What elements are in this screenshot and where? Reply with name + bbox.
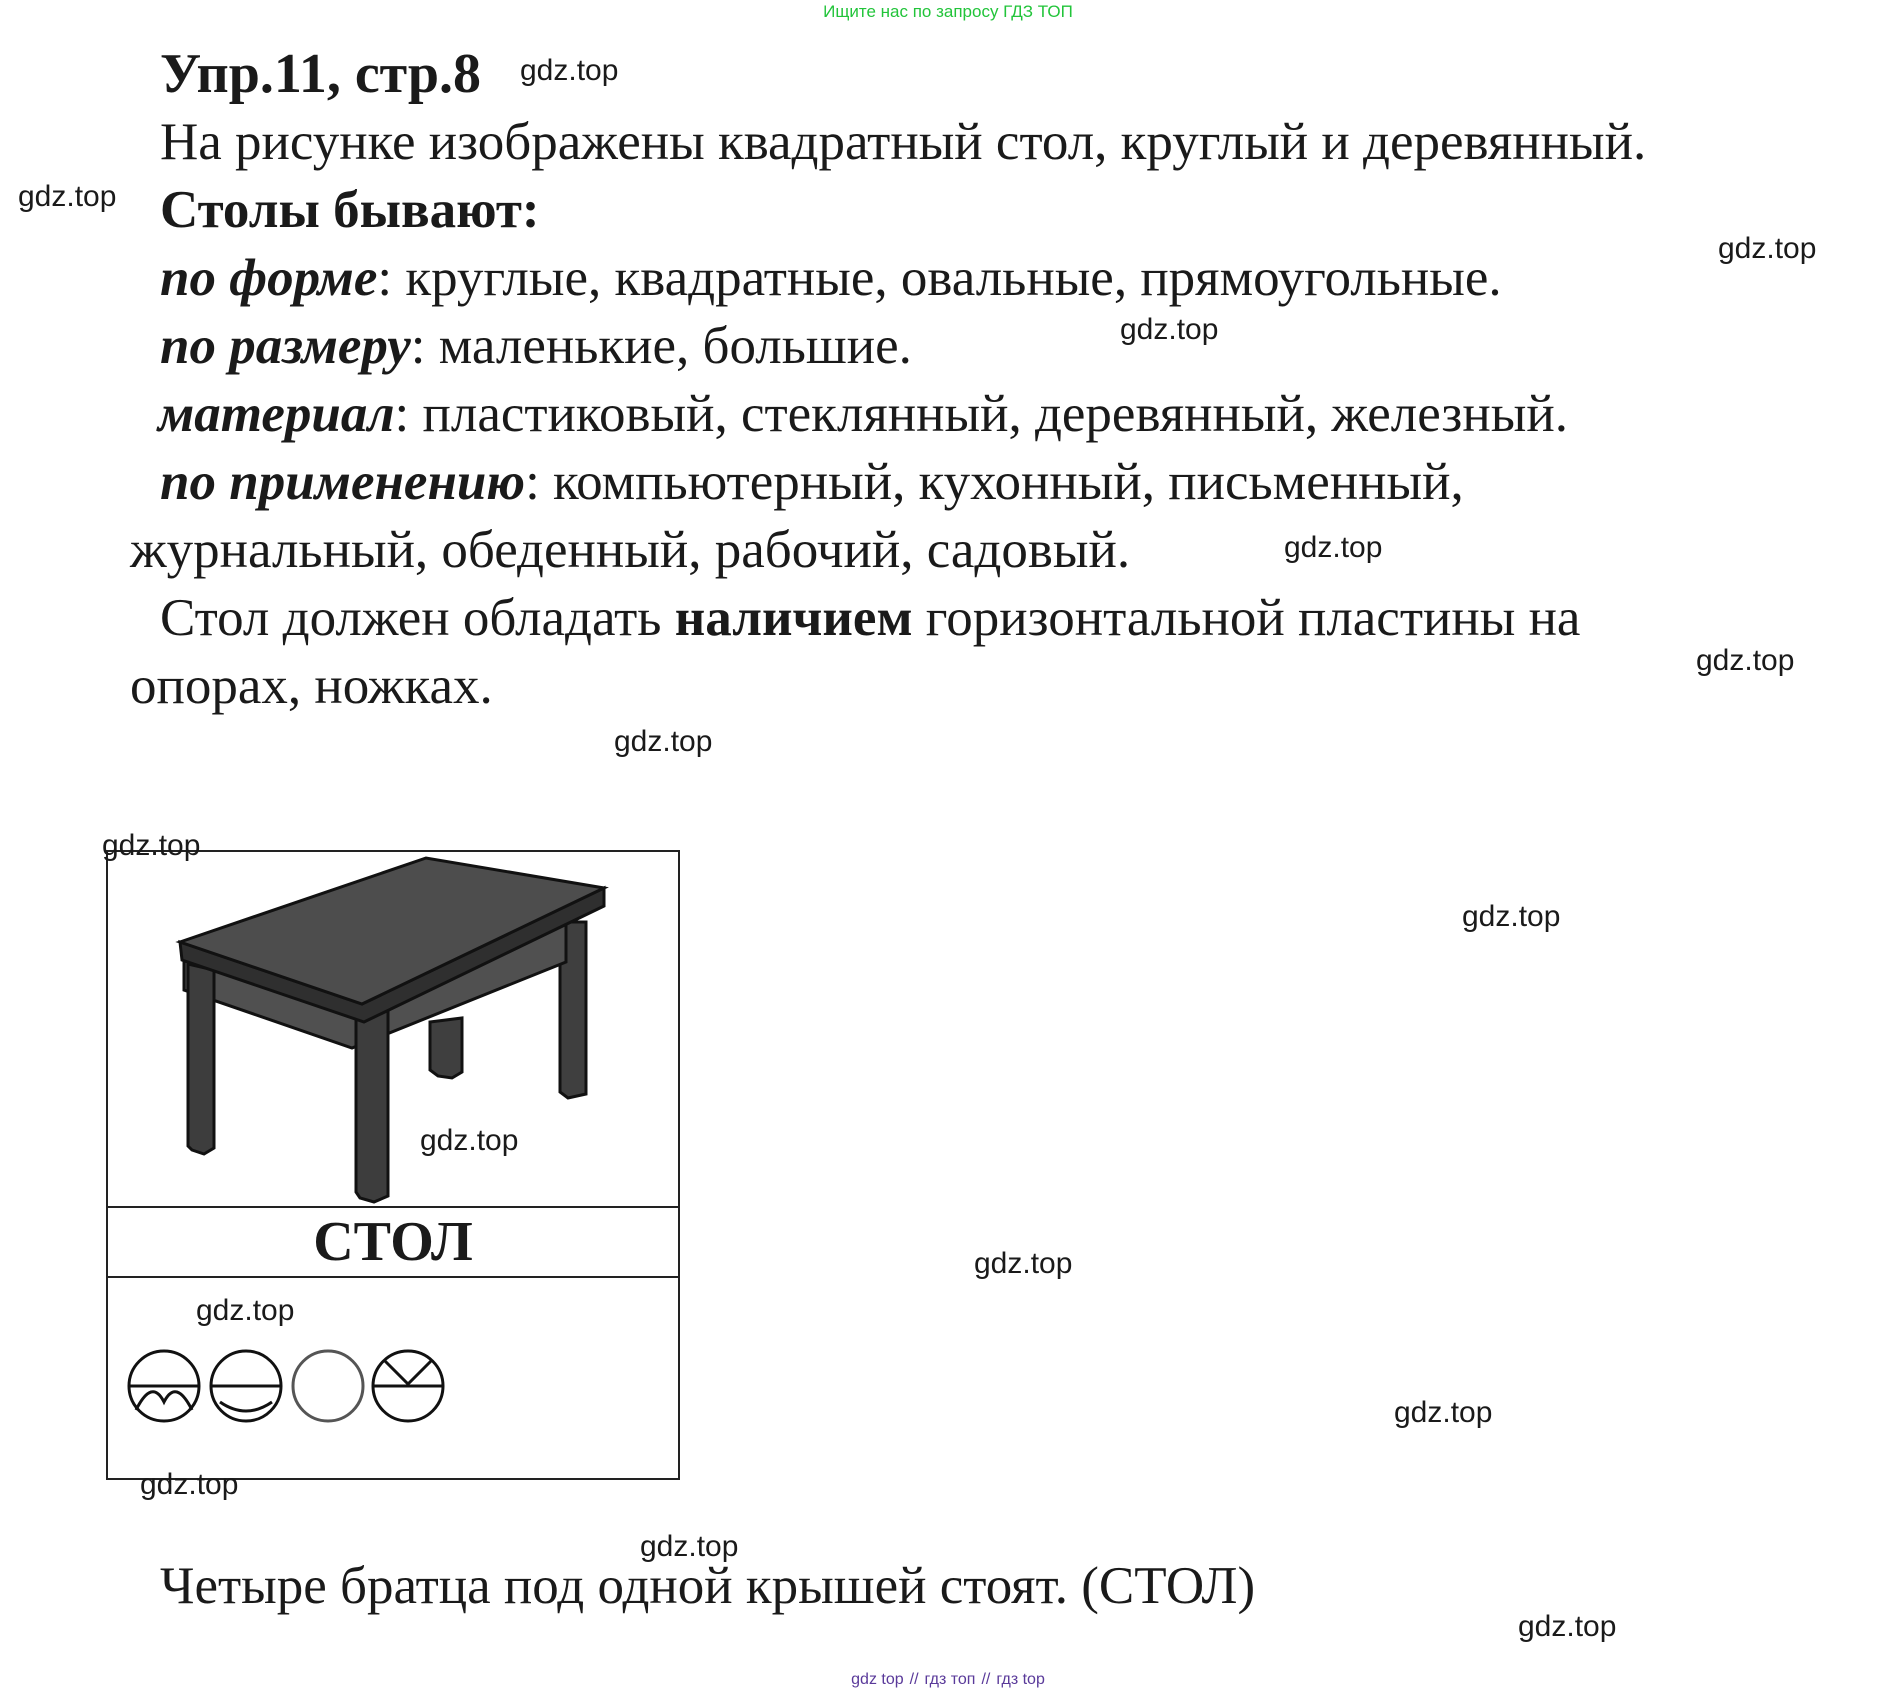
size-values: : маленькие, большие. — [410, 317, 912, 375]
watermark: gdz.top — [974, 1247, 1073, 1280]
size-line — [160, 316, 912, 376]
sound-schema — [108, 1278, 678, 1478]
watermark: gdz.top — [1284, 531, 1383, 564]
exercise-title: Упр.11, стр.8 — [160, 43, 482, 105]
watermark: gdz.top — [420, 1124, 519, 1157]
card-word: СТОЛ — [108, 1208, 678, 1278]
material-line — [158, 384, 1568, 444]
watermark: gdz.top — [1394, 1396, 1493, 1429]
size-label: по размеру — [160, 317, 411, 375]
shape-values: : круглые, квадратные, овальные, прямоугольные. — [377, 249, 1502, 307]
watermark: gdz.top — [196, 1294, 295, 1327]
footer-links — [0, 1671, 1896, 1689]
table-back-middle-leg — [430, 1018, 462, 1078]
types-heading: Столы бывают: — [160, 181, 540, 239]
watermark: gdz.top — [1696, 644, 1795, 677]
watermark: gdz.top — [640, 1530, 739, 1563]
shape-line — [160, 248, 1502, 308]
footer-separator: // — [909, 1671, 919, 1688]
word-card — [106, 850, 680, 1480]
material-values: : пластиковый, стеклянный, деревянный, железный. — [394, 385, 1568, 443]
schema-circle-4 — [373, 1351, 443, 1421]
watermark: gdz.top — [1718, 232, 1817, 265]
watermark: gdz.top — [1518, 1610, 1617, 1643]
watermark: gdz.top — [18, 180, 117, 213]
watermark: gdz.top — [102, 829, 201, 862]
watermark: gdz.top — [1462, 900, 1561, 933]
schema-circle-1 — [129, 1351, 199, 1421]
footer-link-gdz-top-mixed[interactable]: гдз top — [996, 1671, 1045, 1688]
search-hint-banner[interactable]: Ищите нас по запросу ГДЗ ТОП — [823, 2, 1073, 21]
table-picture — [108, 852, 678, 1208]
usage-line-2: журнальный, обеденный, рабочий, садовый. — [130, 521, 1131, 579]
schema-circle-3 — [293, 1351, 363, 1421]
usage-line — [160, 452, 1464, 512]
footer-link-gdz-top[interactable]: gdz top — [851, 1671, 904, 1688]
requirement-after: горизонтальной пластины на — [912, 589, 1581, 647]
watermark: gdz.top — [614, 725, 713, 758]
usage-values: : компьютерный, кухонный, письменный, — [525, 453, 1464, 511]
requirement-line — [160, 588, 1580, 648]
watermark: gdz.top — [520, 54, 619, 87]
watermark: gdz.top — [140, 1468, 239, 1501]
requirement-bold: наличием — [674, 589, 913, 647]
shape-label: по форме — [160, 249, 378, 307]
table-illustration — [108, 852, 678, 1206]
watermark: gdz.top — [1120, 313, 1219, 346]
footer-link-gdz-top-ru[interactable]: гдз топ — [924, 1671, 976, 1688]
sound-schema-circles — [108, 1278, 678, 1478]
schema-circle-2 — [211, 1351, 281, 1421]
requirement-line-2: опорах, ножках. — [130, 657, 493, 715]
table-front-right-leg — [356, 1000, 388, 1202]
intro-text: На рисунке изображены квадратный стол, круглый и деревянный. — [160, 113, 1647, 171]
material-label: материал — [158, 385, 395, 443]
usage-label: по применению — [160, 453, 526, 511]
table-front-left-leg — [188, 964, 214, 1154]
footer-separator: // — [981, 1671, 991, 1688]
requirement-before: Стол должен обладать — [160, 589, 675, 647]
riddle-text: Четыре братца под одной крышей стоят. (СТОЛ) — [160, 1557, 1256, 1615]
